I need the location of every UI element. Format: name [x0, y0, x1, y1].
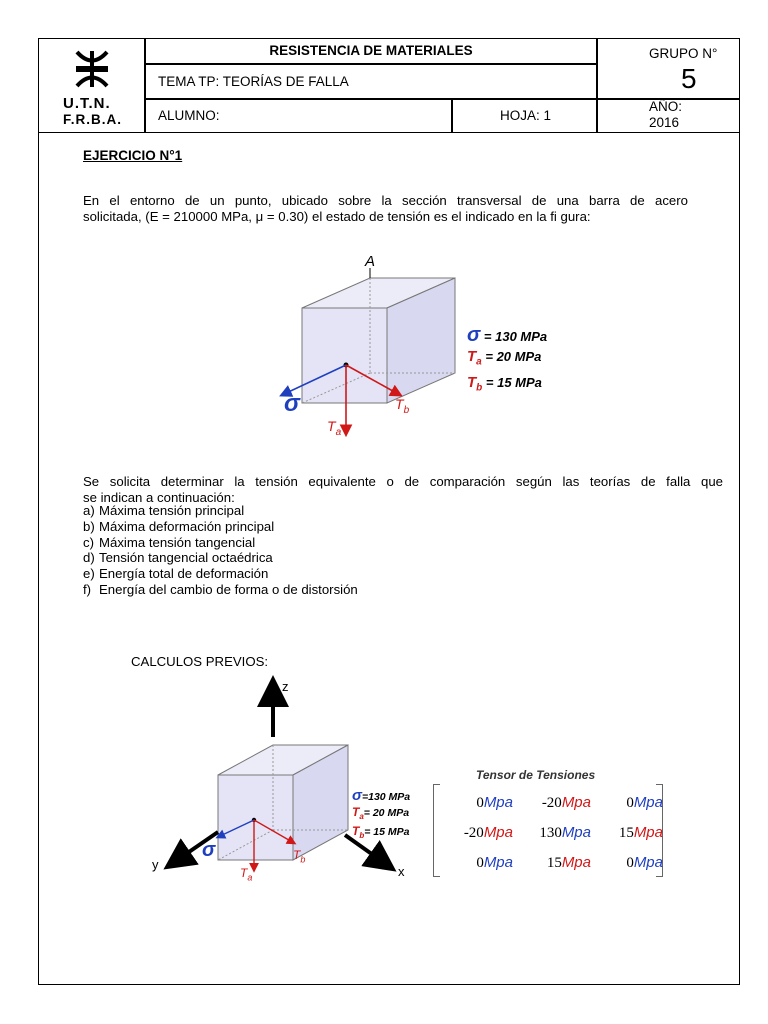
year-label: AÑO: [649, 99, 683, 114]
sigma-symbol-fig1: σ [284, 390, 300, 417]
group-number: 5 [681, 63, 697, 94]
legend2-tb-row: $T_b= 15$ MPa [352, 824, 410, 841]
year-cell [596, 98, 740, 133]
utn-logo-icon [72, 49, 112, 89]
matrix-cell: 0Mpa [626, 854, 663, 871]
legend-ta-row: $T_a = 20$ MPa [467, 348, 542, 368]
matrix-cell: -20Mpa [541, 794, 591, 811]
exercise-title: EJERCICIO N°1 [83, 148, 183, 163]
axis-z-label: z [282, 679, 289, 694]
theories-list [83, 503, 358, 598]
course-cell [144, 38, 598, 65]
legend-tb-row: $T_b = 15$ MPa [467, 373, 542, 394]
matrix-grid [441, 788, 663, 878]
matrix-left-bracket [433, 784, 440, 877]
list-item: f) Energía del cambio de forma o de distorsión [83, 581, 358, 597]
tau-a-label-fig2: $T_a$ [240, 866, 253, 883]
matrix-row [441, 788, 663, 818]
legend-sigma-row: σ = 130 MPa [467, 324, 548, 346]
sheet-cell [451, 98, 598, 133]
matrix-cell: 0Mpa [476, 854, 513, 871]
legend-fig1 [467, 325, 547, 398]
sigma-symbol-fig2: σ [202, 839, 216, 861]
list-item: c) Máxima tensión tangencial [83, 534, 256, 550]
topic-title: TEMA TP: TEORÍAS DE FALLA [158, 74, 349, 89]
matrix-cell: 130Mpa [539, 824, 591, 841]
group-label: GRUPO N° [649, 46, 718, 61]
legend2-ta-row: $T_a= 20$ MPa [352, 805, 410, 822]
list-item: b) Máxima deformación principal [83, 518, 275, 534]
sheet-label: HOJA: 1 [500, 108, 552, 123]
list-item: e) Energía total de deformación [83, 566, 269, 582]
group-cell [596, 38, 740, 100]
legend-fig2 [352, 788, 410, 843]
intro-line-2: solicitada, (E = 210000 MPa, μ = 0.30) el estado de tensión es el indicado en la fi gura: [83, 209, 591, 224]
student-label: ALUMNO: [158, 108, 220, 123]
axes-cube-figure [150, 675, 410, 885]
course-title: RESISTENCIA DE MATERIALES [269, 43, 473, 58]
matrix-row [441, 818, 663, 848]
point-a-label: A [365, 253, 376, 270]
logo-line-1: U.T.N. [63, 95, 111, 112]
tau-b-label-fig1: $T_b$ [395, 396, 410, 416]
logo-cell [38, 38, 146, 133]
axis-y-label: y [152, 857, 159, 872]
cube-2 [218, 745, 348, 860]
axis-x-label: x [398, 864, 405, 879]
matrix-cell: 0Mpa [476, 794, 513, 811]
student-cell [144, 98, 453, 133]
list-item: d) Tensión tangencial octaédrica [83, 550, 273, 566]
calc-label: CALCULOS PREVIOS: [131, 654, 269, 669]
cube [302, 278, 455, 403]
matrix-cell: 15Mpa [546, 854, 591, 871]
matrix-row [441, 848, 663, 878]
request-line-1: Se solicita determinar la tensión equivalente o de comparación según las teorías de falla que [83, 474, 723, 489]
matrix-cell: 15Mpa [618, 824, 663, 841]
list-item: a) Máxima tensión principal [83, 503, 245, 518]
topic-cell [144, 63, 598, 100]
tau-b-label-fig2: $T_b$ [293, 848, 306, 865]
matrix-cell: -20Mpa [463, 824, 513, 841]
tau-a-label-fig1: $T_a$ [327, 418, 342, 438]
request-line-2: se indican a continuación: [83, 490, 235, 505]
legend2-sigma-row: σ=130 MPa [352, 787, 411, 804]
tensor-matrix [433, 784, 663, 877]
tensor-title: Tensor de Tensiones [476, 768, 596, 782]
intro-line-1: En el entorno de un punto, ubicado sobre la sección transversal de una barra de acero [83, 193, 688, 208]
header-table [38, 38, 740, 133]
matrix-cell: 0Mpa [626, 794, 663, 811]
logo-line-2: F.R.B.A. [63, 112, 123, 127]
year-value: 2016 [649, 115, 680, 130]
